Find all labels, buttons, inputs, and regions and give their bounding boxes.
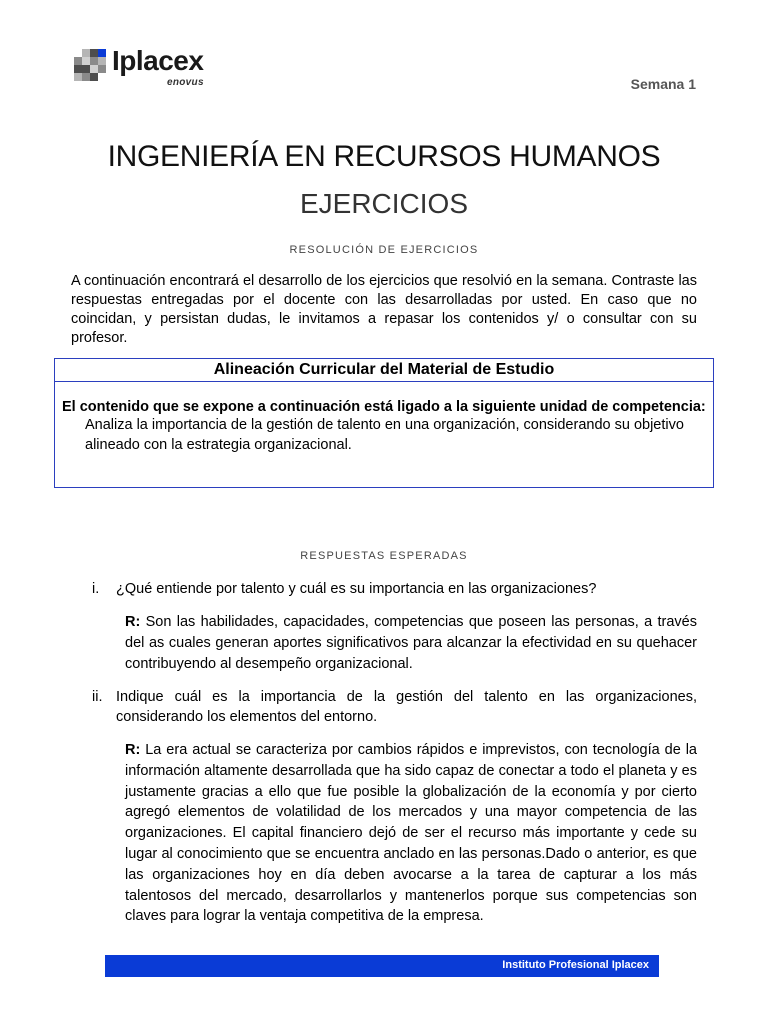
answer-paragraph: [125, 740, 697, 927]
brand-sub: enovus: [167, 77, 204, 88]
intro-paragraph: A continuación encontrará el desarrollo de los ejercicios que resolvió en la semana. Contraste las respuestas entregadas por el docente con las desarrolladas por usted. En caso que no coincidan, y persistan dudas, le invitamos a repasar los contenidos y/ o consultar con su profesor.: [71, 273, 697, 346]
footer-text: Instituto Profesional Iplacex: [502, 959, 649, 971]
alignment-body: Analiza la importancia de la gestión de talento en una organización, considerando su objetivo alineado con la estrategia organizacional.: [85, 417, 684, 453]
alignment-box: [54, 358, 714, 488]
question-text: Indique cuál es la importancia de la gestión del talento en las organizaciones, considerando los elementos del entorno.: [116, 689, 697, 725]
question-number: ii.: [92, 689, 103, 705]
document-subtitle: EJERCICIOS: [299, 188, 469, 219]
section-heading-answers: RESPUESTAS ESPERADAS: [300, 550, 468, 562]
answer-paragraph: [125, 612, 697, 674]
question-text: ¿Qué entiende por talento y cuál es su importancia en las organizaciones?: [116, 581, 597, 597]
brand-logo: [74, 45, 214, 88]
question-item: [92, 687, 697, 727]
brand-name: Iplacex: [112, 45, 204, 76]
answer-label: R:: [125, 742, 141, 758]
alignment-heading: Alineación Curricular del Material de Estudio: [55, 359, 713, 382]
week-label: Semana 1: [630, 76, 696, 92]
question-item: [92, 579, 697, 599]
answer-label: R:: [125, 614, 141, 630]
answer-text: La era actual se caracteriza por cambios rápidos e imprevistos, con tecnología de la información altamente desarrollada que ha sido capaz de conectar a todo el planeta y es justamente gracias a ello que fue posible la globalización de la economía y por cierto agregó elementos de volatilidad de los mercados y una mayor competencia de las organizaciones. El capital financiero dejó de ser el recurso más importante y cede su lugar al conocimiento que se encuentra anclado en las personas.Dado o anterior, es que las organizaciones hoy en día deben avocarse a la tarea de capturar a los más talentosos del mercado, desarrollarlos y mantenerlos porque sus competencias son claves para lograr la ventaja competitiva de la empresa.: [125, 742, 697, 925]
document-title: INGENIERÍA EN RECURSOS HUMANOS: [107, 140, 661, 173]
section-heading-resolution: RESOLUCIÓN DE EJERCICIOS: [289, 244, 479, 256]
question-number: i.: [92, 581, 100, 597]
logo-grid-icon: [74, 49, 106, 81]
footer-bar: [105, 955, 659, 977]
answer-text: Son las habilidades, capacidades, competencias que poseen las personas, a través del as cuales generan aportes significativos para alcanzar la efectividad en su quehacer contribuyendo al desempeño organizacional.: [125, 614, 697, 672]
alignment-lead: El contenido que se expone a continuación está ligado a la siguiente unidad de competencia:: [62, 399, 706, 415]
